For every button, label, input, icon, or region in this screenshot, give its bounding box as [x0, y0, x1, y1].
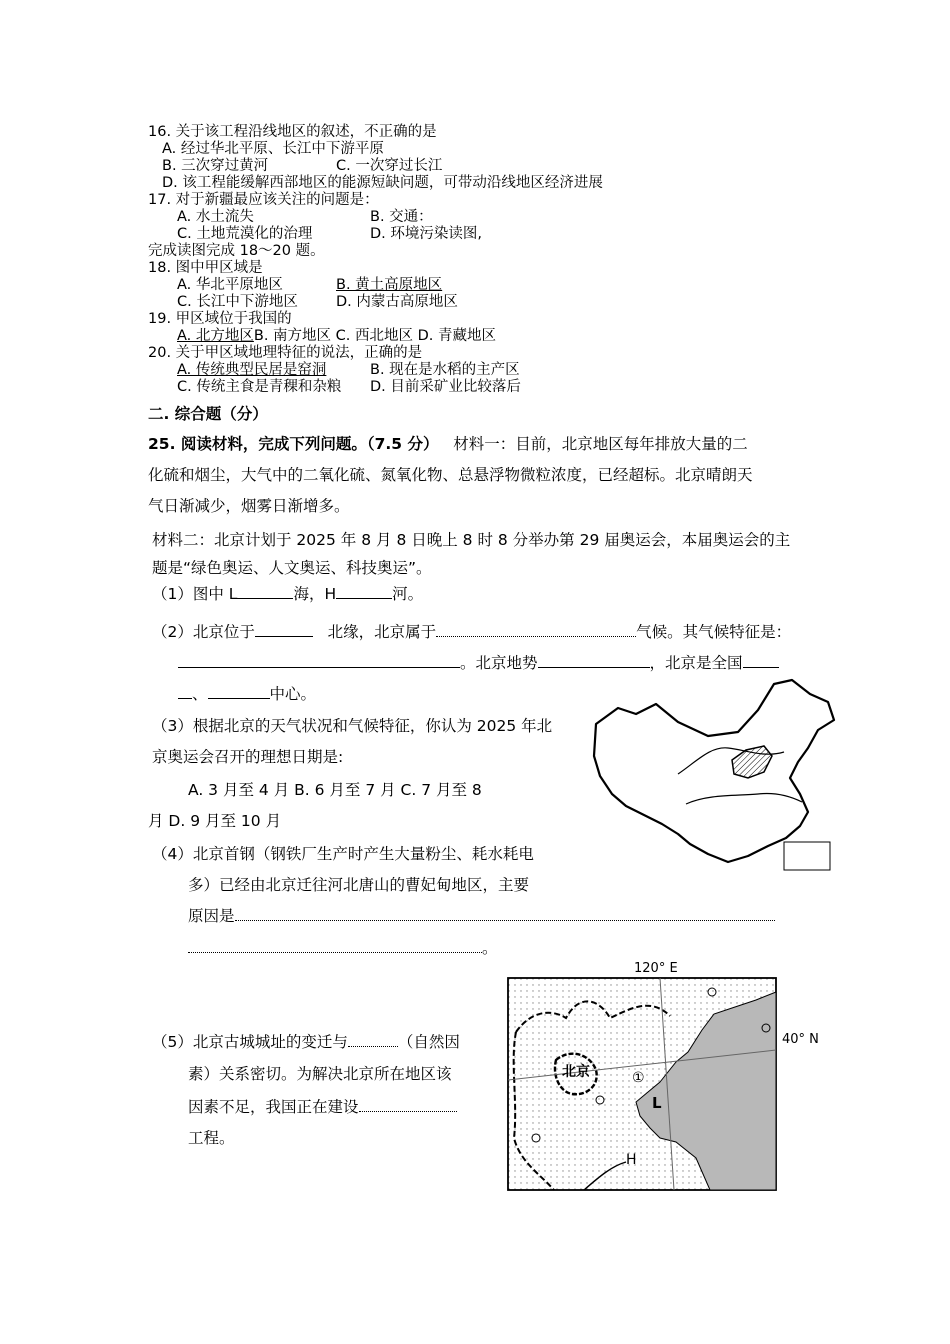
map-label-h: H [626, 1152, 637, 1168]
blank-center-1a[interactable] [743, 653, 779, 668]
q17-option-a: A. 水土流失 [177, 209, 254, 225]
part4-text-c: 原因是 [188, 907, 235, 925]
q25-line1 [148, 434, 748, 454]
latitude-label: 40° N [782, 1032, 819, 1047]
q16-option-b: B. 三次穿过黄河 [162, 158, 269, 174]
part2-text-g: 中心。 [269, 685, 317, 703]
q16-stem: 16. 关于该工程沿线地区的叙述，不正确的是 [148, 124, 437, 140]
blank-climate-type[interactable] [436, 622, 636, 637]
blank-project[interactable] [359, 1097, 457, 1112]
q25-part1 [152, 584, 423, 604]
part5-text-d: 因素不足，我国正在建设 [188, 1098, 359, 1116]
blank-center-1b[interactable] [178, 684, 192, 699]
q16-option-d: D. 该工程能缓解西部地区的能源短缺问题，可带动沿线地区经济进展 [162, 175, 603, 191]
q17-option-b: B. 交通： [370, 209, 433, 225]
part4-line1: （4）北京首钢（钢铁厂生产时产生大量粉尘、耗水耗电 [152, 845, 534, 863]
part4-line2: 多）已经由北京迁往河北唐山的曹妃甸地区，主要 [188, 876, 530, 894]
part5-text-b: （自然因 [397, 1033, 460, 1051]
q18-option-d: D. 内蒙古高原地区 [336, 294, 458, 310]
blank-terrain[interactable] [538, 653, 650, 668]
material2-line2: 题是“绿色奥运、人文奥运、科技奥运”。 [152, 559, 432, 577]
part3-options: A. 3 月至 4 月 B. 6 月至 7 月 C. 7 月至 8 [188, 781, 482, 799]
part3-line1: （3）根据北京的天气状况和气候特征，你认为 2025 年北 [152, 717, 553, 735]
part3-line2: 京奥运会召开的理想日期是: [152, 748, 344, 766]
longitude-label: 120° E [634, 961, 678, 976]
part2-text-d: 。北京地势 [460, 654, 538, 672]
part1-text-b: 海，H [293, 585, 337, 603]
blank-h-river[interactable] [336, 584, 392, 599]
q18-stem: 18. 图中甲区域是 [148, 260, 263, 276]
q25-part2-line1 [152, 622, 791, 642]
q16-option-a: A. 经过华北平原、长江中下游平原 [162, 141, 384, 157]
part2-text-c: 气候。其气候特征是： [636, 623, 792, 641]
part5-line3 [188, 1097, 457, 1117]
blank-climate-feature[interactable] [178, 653, 460, 668]
q25-heading: 25. 阅读材料，完成下列问题。（7.5 分） [148, 435, 439, 453]
blank-reason-1[interactable] [235, 906, 775, 921]
q25-part2-line2 [178, 653, 779, 673]
q19-option-d: D. 青藏地区 [417, 328, 497, 344]
material1-line1: 材料一：目前，北京地区每年排放大量的二 [453, 435, 748, 453]
part5-line2: 素）关系密切。为解决北京所在地区该 [188, 1065, 452, 1083]
q19-stem: 19. 甲区域位于我国的 [148, 311, 292, 327]
part2-text-f: 、 [192, 685, 208, 703]
part5-line4: 工程。 [188, 1129, 235, 1147]
part4-end: 。 [482, 939, 498, 957]
intro-18-20: 完成读图完成 18～20 题。 [148, 243, 325, 259]
hatched-region-jia [732, 746, 772, 778]
q19-options [177, 328, 496, 345]
q18-option-a: A. 华北平原地区 [177, 277, 283, 293]
q18-option-b: B. 黄土高原地区 [336, 277, 443, 293]
china-outline-map [578, 676, 840, 874]
china-outline [594, 680, 834, 862]
south-china-sea-inset [784, 842, 830, 870]
part5-line1 [152, 1032, 460, 1052]
map-label-l: L [652, 1094, 662, 1112]
blank-center-2[interactable] [208, 684, 270, 699]
blank-location[interactable] [255, 622, 313, 637]
q20-option-c: C. 传统主食是青稞和杂粮 [177, 379, 342, 395]
q19-option-a: A. 北方地区 [177, 328, 254, 344]
q20-option-a: A. 传统典型民居是窑洞 [177, 362, 327, 378]
part2-text-e: ，北京是全国 [649, 654, 743, 672]
q20-option-d: D. 目前采矿业比较落后 [370, 379, 521, 395]
material2-line1: 材料二：北京计划于 2025 年 8 月 8 日晚上 8 时 8 分举办第 29 届奥运会，本届奥运会的主 [152, 531, 791, 549]
part1-text-a: （1）图中 L [152, 585, 238, 603]
part4-line3 [188, 906, 775, 926]
part4-line4 [188, 938, 498, 958]
q16-option-c: C. 一次穿过长江 [336, 158, 443, 174]
q20-option-b: B. 现在是水稻的主产区 [370, 362, 520, 378]
blank-natural-factor[interactable] [348, 1032, 398, 1047]
material1-line3: 气日渐减少，烟雾日渐增多。 [148, 497, 350, 515]
q25-part2-line3 [178, 684, 316, 704]
part2-text-a: （2）北京位于 [152, 623, 255, 641]
beijing-region-map [500, 952, 830, 1194]
section-2-title: 二. 综合题（分） [148, 405, 268, 423]
marker-1: ① [632, 1070, 645, 1086]
q20-stem: 20. 关于甲区域地理特征的说法，正确的是 [148, 345, 423, 361]
q17-option-d: D. 环境污染读图, [370, 226, 482, 242]
q19-option-c: C. 西北地区 [335, 328, 414, 344]
part2-text-b: 北缘，北京属于 [327, 623, 437, 641]
part3-options-wrap: 月 D. 9 月至 10 月 [148, 812, 282, 830]
part5-text-a: （5）北京古城城址的变迁与 [152, 1033, 348, 1051]
yangtze-river [686, 793, 802, 804]
q19-option-b: B. 南方地区 [253, 328, 332, 344]
q17-stem: 17. 对于新疆最应该关注的问题是： [148, 192, 379, 208]
q17-option-c: C. 土地荒漠化的治理 [177, 226, 313, 242]
blank-reason-2[interactable] [188, 938, 482, 953]
q18-option-c: C. 长江中下游地区 [177, 294, 298, 310]
part1-text-c: 河。 [392, 585, 424, 603]
blank-l-sea[interactable] [237, 584, 293, 599]
material1-line2: 化硫和烟尘，大气中的二氧化硫、氮氧化物、总悬浮物微粒浓度，已经超标。北京晴朗天 [148, 466, 753, 484]
beijing-label: 北京 [562, 1064, 590, 1080]
